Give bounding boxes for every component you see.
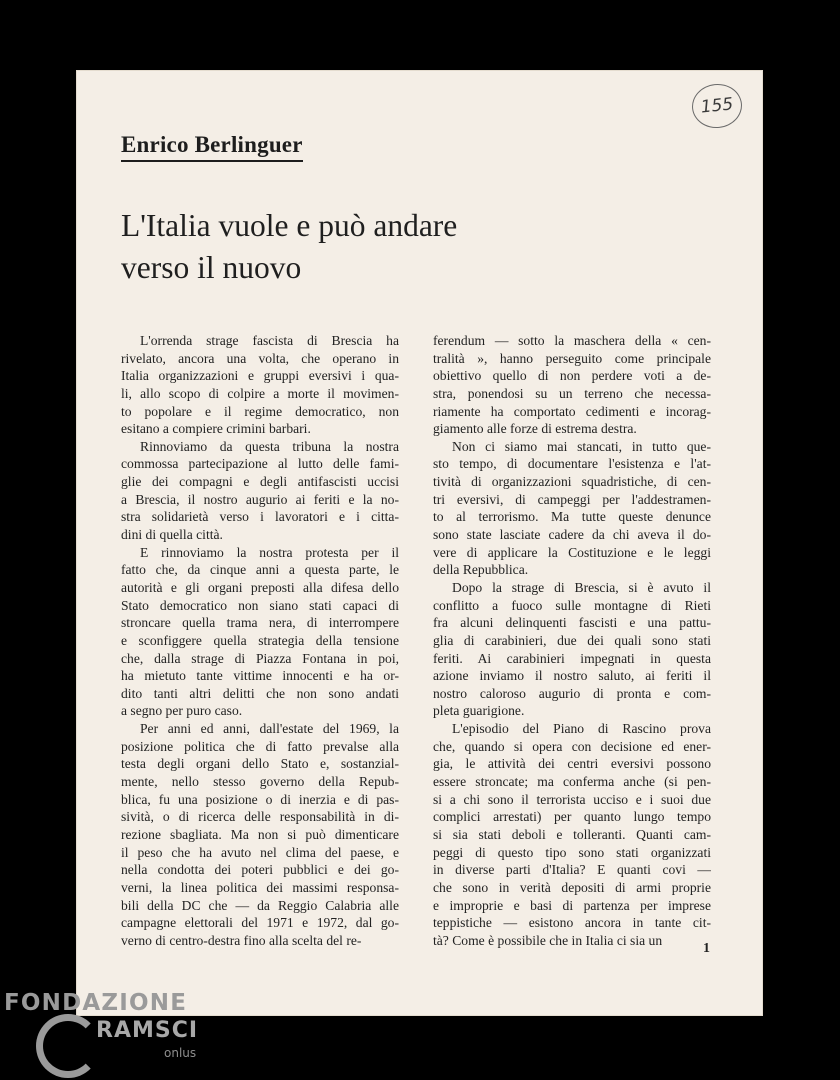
text-line: nella condotta dei poteri pubblici e dei go- — [121, 862, 399, 878]
article-title — [121, 205, 641, 289]
text-line: dini di quella città. — [121, 527, 223, 543]
text-line: che, dalla strage di Piazza Fontana in poi, — [121, 650, 399, 666]
text-line: blica, fu una posizione o di inerzia e di pas- — [121, 791, 399, 807]
text-line: sività, o di ricerca delle responsabilità in di- — [121, 809, 399, 825]
text-line: tralità », hanno perseguito come principale — [433, 350, 711, 366]
text-column-right — [433, 332, 711, 949]
text-line: vere di applicare la Costituzione e le leggi — [433, 544, 711, 560]
text-line: gia, le attività dei centri eversivi possono — [433, 756, 711, 772]
text-line: pleta guarigione. — [433, 703, 525, 719]
text-line: posizione politica che di fatto prevalse alla — [121, 738, 399, 754]
text-line: essere stroncate; ma conferma anche (si pen- — [433, 774, 711, 790]
text-line: fatto che, da cinque anni a questa parte, le — [121, 562, 399, 578]
text-line: tri eversivi, di campeggi per l'addestramen- — [433, 491, 711, 507]
title-line-2: verso il nuovo — [121, 250, 302, 285]
text-line: tività di organizzazioni squadristiche, di cen- — [433, 474, 711, 490]
text-line: a segno per puro caso. — [121, 703, 243, 719]
text-line: della Repubblica. — [433, 562, 529, 578]
text-line: conflitto a fuoco sulle montagne di Rieti — [433, 597, 711, 613]
text-line: commossa partecipazione al lutto delle fami- — [121, 456, 399, 472]
text-line: esitano a compiere crimini barbari. — [121, 421, 311, 437]
text-line: teppistiche — esistono ancora in tante cit- — [433, 915, 711, 931]
text-line: feriti. Ai carabinieri impegnati in questa — [433, 650, 711, 666]
text-line: verno di centro-destra fino alla scelta del re- — [121, 932, 362, 948]
text-line: ferendum — sotto la maschera della « cen- — [433, 333, 711, 348]
text-line: stra, ponendosi su un terreno che necessa- — [433, 385, 711, 401]
text-line: a Brescia, il nostro augurio ai feriti e la no- — [121, 491, 399, 507]
text-line: Non ci siamo mai stancati, in tutto que- — [452, 438, 711, 454]
text-line: complici arrestati) per quanto lungo tempo — [433, 809, 711, 825]
title-line-1: L'Italia vuole e può andare — [121, 208, 458, 243]
text-line: rezione sbagliata. Ma non si può dimenticare — [121, 826, 399, 842]
text-line: glie dei compagni e degli antifascisti uccisi — [121, 474, 399, 490]
text-line: sto tempo, di documentare l'esistenza e l'at- — [433, 456, 711, 472]
text-line: Per anni ed anni, dall'estate del 1969, la — [140, 721, 399, 737]
text-line: giamento alle forze di estrema destra. — [433, 421, 637, 437]
text-line: e sconfiggere quella strategia della tensione — [121, 632, 399, 648]
text-line: sono state lasciate cadere da chi aveva il do- — [433, 527, 711, 543]
text-line: verni, la linea politica dei massimi responsa- — [121, 879, 399, 895]
text-line: nostro caloroso augurio di pronta e com- — [433, 685, 711, 701]
folio-stamp: 155 — [690, 82, 744, 131]
text-line: E rinnoviamo la nostra protesta per il — [140, 544, 399, 560]
text-line: stroncare quella trama nera, di interrompere — [121, 615, 399, 631]
text-line: glia di carabinieri, due dei quali sono stati — [433, 632, 711, 648]
archive-watermark — [4, 990, 214, 1080]
text-line: L'episodio del Piano di Rascino prova — [452, 721, 711, 737]
text-line: Dopo la strage di Brescia, si è avuto il — [452, 579, 711, 595]
text-line: li, allo scopo di colpire a morte il movimen- — [121, 385, 399, 401]
text-line: riamente ha comportato cedimenti e incorag- — [433, 403, 711, 419]
text-line: Italia organizzazioni e gruppi eversivi i qua- — [121, 368, 399, 384]
watermark-g-mark — [36, 1014, 100, 1078]
text-line: ha mietuto tante vittime innocenti e ha or- — [121, 668, 399, 684]
text-line: in diverse parti d'Italia? E quanti covi — — [433, 862, 711, 878]
text-line: autorità e gli organi preposti alla difesa dello — [121, 579, 399, 595]
text-line: L'orrenda strage fascista di Brescia ha — [140, 333, 399, 348]
text-line: Stato democratico non siano stati capaci di — [121, 597, 399, 613]
author-name: Enrico Berlinguer — [121, 132, 303, 162]
text-line: e improprie e basi di partenza per imprese — [433, 897, 711, 913]
text-line: mente, nello stesso governo della Repub- — [121, 774, 399, 790]
text-line: azione inviamo il nostro saluto, ai feriti il — [433, 668, 711, 684]
text-line: fra alcuni delinquenti fascisti e una pattu- — [433, 615, 711, 631]
text-line: Rinnoviamo da questa tribuna la nostra — [140, 438, 399, 454]
page-number: 1 — [703, 941, 710, 956]
text-line: to popolare e il regime democratico, non — [121, 403, 399, 419]
watermark-line-1: FONDAZIONE — [4, 990, 188, 1016]
text-line: testa degli organi dello Stato e, sostanzial- — [121, 756, 399, 772]
watermark-line-2: RAMSCI — [96, 1018, 199, 1043]
text-line: to al terrorismo. Ma tutte queste denunce — [433, 509, 711, 525]
text-line: obiettivo quello di non perdere voti a de- — [433, 368, 711, 384]
text-column-left — [121, 332, 399, 949]
text-line: peggi di questo tipo sono stati organizzati — [433, 844, 711, 860]
text-line: bili della DC che — da Reggio Calabria alle — [121, 897, 399, 913]
watermark-line-3: onlus — [164, 1046, 197, 1060]
text-line: si a chi sono il terrorista ucciso e i suoi due — [433, 791, 711, 807]
text-line: rivelato, ancora una volta, che operano in — [121, 350, 399, 366]
text-line: il peso che ha avuto nel clima del paese, e — [121, 844, 399, 860]
text-line: campagne elettorali del 1971 e 1972, dal go- — [121, 915, 399, 931]
text-line: tà? Come è possibile che in Italia ci sia un — [433, 932, 663, 948]
text-line: dito tanti altri delitti che non sono andati — [121, 685, 399, 701]
text-line: che sono in verità depositi di armi proprie — [433, 879, 711, 895]
text-line: stra solidarietà verso i lavoratori e i citta- — [121, 509, 399, 525]
text-line: che, quando si opera con decisione ed ener- — [433, 738, 711, 754]
text-line: si sia stati deboli e tolleranti. Quanti cam- — [433, 826, 711, 842]
